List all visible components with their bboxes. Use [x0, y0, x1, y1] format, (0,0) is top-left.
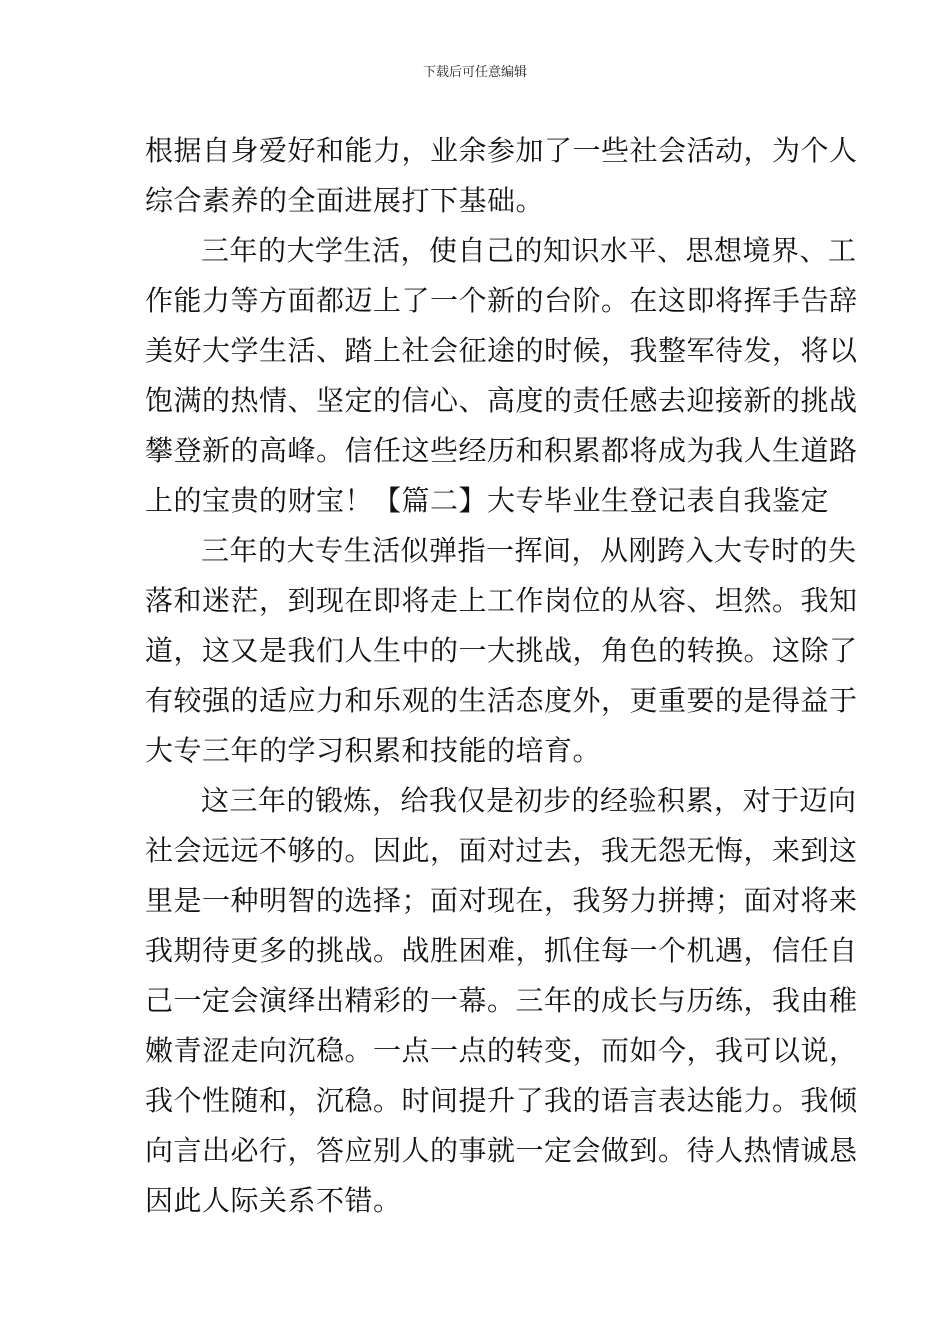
- paragraph-start-line: 三年的大专生活似弹指一挥间，从刚跨入大专时的失: [201, 534, 857, 567]
- text-line: 饱满的热情、坚定的信心、高度的责任感去迎接新的挑战: [145, 384, 858, 417]
- text-line: 大专三年的学习积累和技能的培育。: [145, 734, 602, 767]
- text-line: 向言出必行，答应别人的事就一定会做到。待人热情诚恳: [145, 1134, 858, 1167]
- page-header: 下载后可任意编辑: [422, 65, 527, 80]
- text-line: 美好大学生活、踏上社会征途的时候，我整军待发，将以: [145, 334, 858, 367]
- text-line: 我期待更多的挑战。战胜困难，抓住每一个机遇，信任自: [145, 934, 858, 967]
- text-line: 落和迷茫，到现在即将走上工作岗位的从容、坦然。我知: [145, 584, 858, 617]
- text-line: 我个性随和，沉稳。时间提升了我的语言表达能力。我倾: [145, 1084, 858, 1117]
- text-line: 里是一种明智的选择；面对现在，我努力拼搏；面对将来: [145, 884, 858, 917]
- text-line: 上的宝贵的财宝！【篇二】大专毕业生登记表自我鉴定: [145, 484, 830, 517]
- text-line: 作能力等方面都迈上了一个新的台阶。在这即将挥手告辞: [145, 284, 858, 317]
- text-line: 因此人际关系不错。: [145, 1184, 402, 1217]
- text-line: 综合素养的全面进展打下基础。: [145, 184, 545, 217]
- text-line: 攀登新的高峰。信任这些经历和积累都将成为我人生道路: [145, 434, 858, 467]
- text-line: 有较强的适应力和乐观的生活态度外，更重要的是得益于: [145, 684, 858, 717]
- text-line: 嫩青涩走向沉稳。一点一点的转变，而如今，我可以说，: [145, 1034, 858, 1067]
- text-line: 社会远远不够的。因此，面对过去，我无怨无悔，来到这: [145, 834, 858, 867]
- text-line: 道，这又是我们人生中的一大挑战，角色的转换。这除了: [145, 634, 858, 667]
- document-body: [145, 126, 858, 1226]
- paragraph-start-line: 这三年的锻炼，给我仅是初步的经验积累，对于迈向: [201, 784, 857, 817]
- paragraph-start-line: 三年的大学生活，使自己的知识水平、思想境界、工: [201, 234, 857, 267]
- text-line: 根据自身爱好和能力，业余参加了一些社会活动，为个人: [145, 134, 858, 167]
- text-line: 己一定会演绎出精彩的一幕。三年的成长与历练，我由稚: [145, 984, 858, 1017]
